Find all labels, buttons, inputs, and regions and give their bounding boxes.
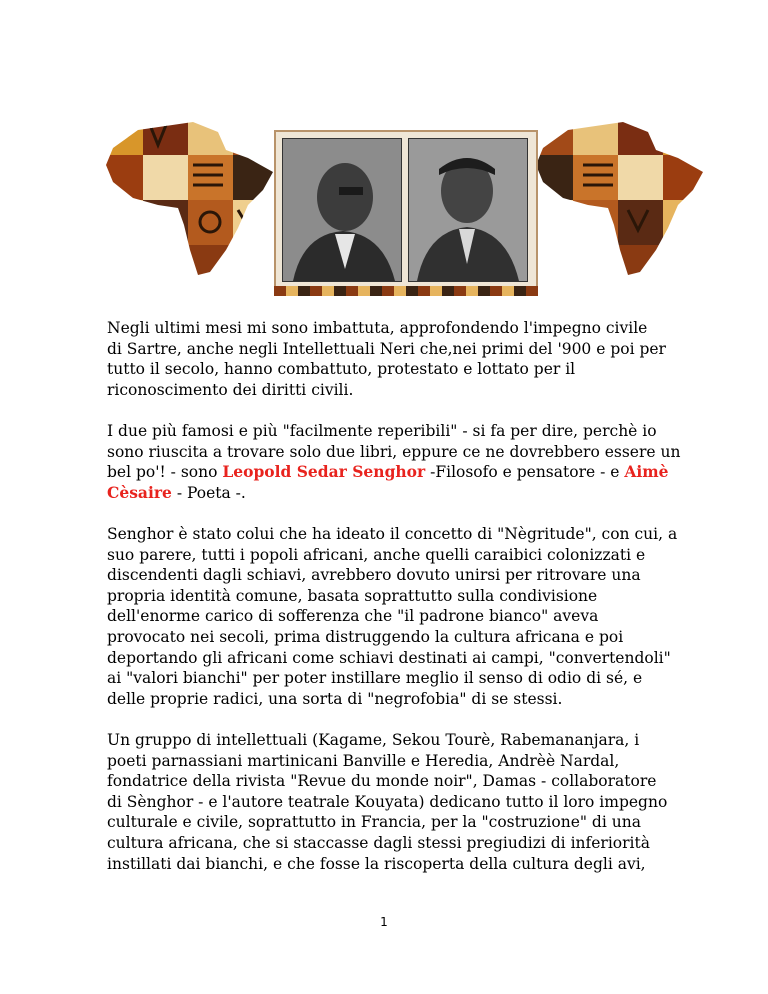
text-line: deportando gli africani come schiavi destinati ai campi, "convertendoli" — [107, 648, 671, 667]
africa-map-left-illustration — [98, 110, 278, 280]
text-line: di Sartre, anche negli Intellettuali Neri che,nei primi del '900 e poi per — [107, 339, 666, 358]
text-line: sono riuscita a trovare solo due libri, eppure ce ne dovrebbero essere un — [107, 442, 681, 461]
text-line: I due più famosi e più "facilmente reperibili" - si fa per dire, perchè io — [107, 422, 657, 440]
text-line: di Sènghor - e l'autore teatrale Kouyata) dedicano tutto il loro impegno — [107, 792, 668, 811]
text-line: poeti parnassiani martinicani Banville e Heredia, Andrèè Nardal, — [107, 751, 620, 770]
author-name-cesaire-first: Aimè — [624, 462, 669, 482]
text-line — [107, 483, 667, 504]
africa-map-right-illustration — [528, 110, 708, 280]
text-line: tutto il secolo, hanno combattuto, protestato e lottato per il — [107, 360, 576, 379]
text-line: delle proprie radici, una sorta di "negrofobia" di se stessi. — [107, 689, 563, 708]
text-line: Senghor è stato colui che ha ideato il concetto di "Nègritude", con cui, a — [107, 525, 678, 543]
senghor-portrait-photo — [282, 138, 402, 282]
text-line: suo parere, tutti i popoli africani, anche quelli caraibici colonizzati e — [107, 545, 646, 564]
text-line: instillati dai bianchi, e che fosse la riscoperta della cultura degli avi, — [107, 854, 646, 873]
text-line: provocato nei secoli, prima distruggendo la cultura africana e poi — [107, 627, 624, 646]
paragraph-intellectuals — [107, 730, 667, 874]
text-line: dell'enorme carico di sofferenza che "il padrone bianco" aveva — [107, 607, 599, 626]
text-line: culturale e civile, soprattutto in Francia, per la "costruzione" di una — [107, 813, 641, 832]
portraits-frame — [274, 130, 538, 289]
header-banner-image — [98, 100, 678, 290]
paragraph-negritude — [107, 524, 678, 709]
text-line — [107, 462, 667, 483]
author-name-cesaire-last: Cèsaire — [107, 482, 172, 502]
text-line: propria identità comune, basata soprattutto sulla condivisione — [107, 586, 598, 605]
page-number: 1 — [380, 915, 388, 929]
banner-pattern-strip — [274, 286, 538, 296]
paragraph-two-authors — [107, 421, 681, 503]
author-name-senghor: Leopold Sedar Senghor — [222, 462, 426, 482]
text-line: discendenti dagli schiavi, avrebbero dovuto unirsi per ritrovare una — [107, 566, 641, 585]
text-line: riconoscimento dei diritti civili. — [107, 380, 354, 399]
text-line: Un gruppo di intellettuali (Kagame, Sekou Tourè, Rabemananjara, i — [107, 731, 640, 749]
text-line: fondatrice della rivista "Revue du monde noir", Damas - collaboratore — [107, 772, 657, 791]
text-fragment: -Filosofo e pensatore - e — [425, 463, 625, 482]
text-fragment: - Poeta -. — [171, 483, 246, 502]
text-line: ai "valori bianchi" per poter instillare meglio il senso di odio di sé, e — [107, 669, 643, 688]
text-fragment: bel po'! - sono — [107, 463, 223, 482]
paragraph-intro — [107, 318, 667, 400]
text-line: Negli ultimi mesi mi sono imbattuta, approfondendo l'impegno civile — [107, 319, 648, 337]
text-line: cultura africana, che si staccasse dagli stessi pregiudizi di inferiorità — [107, 833, 650, 852]
cesaire-portrait-photo — [408, 138, 528, 282]
